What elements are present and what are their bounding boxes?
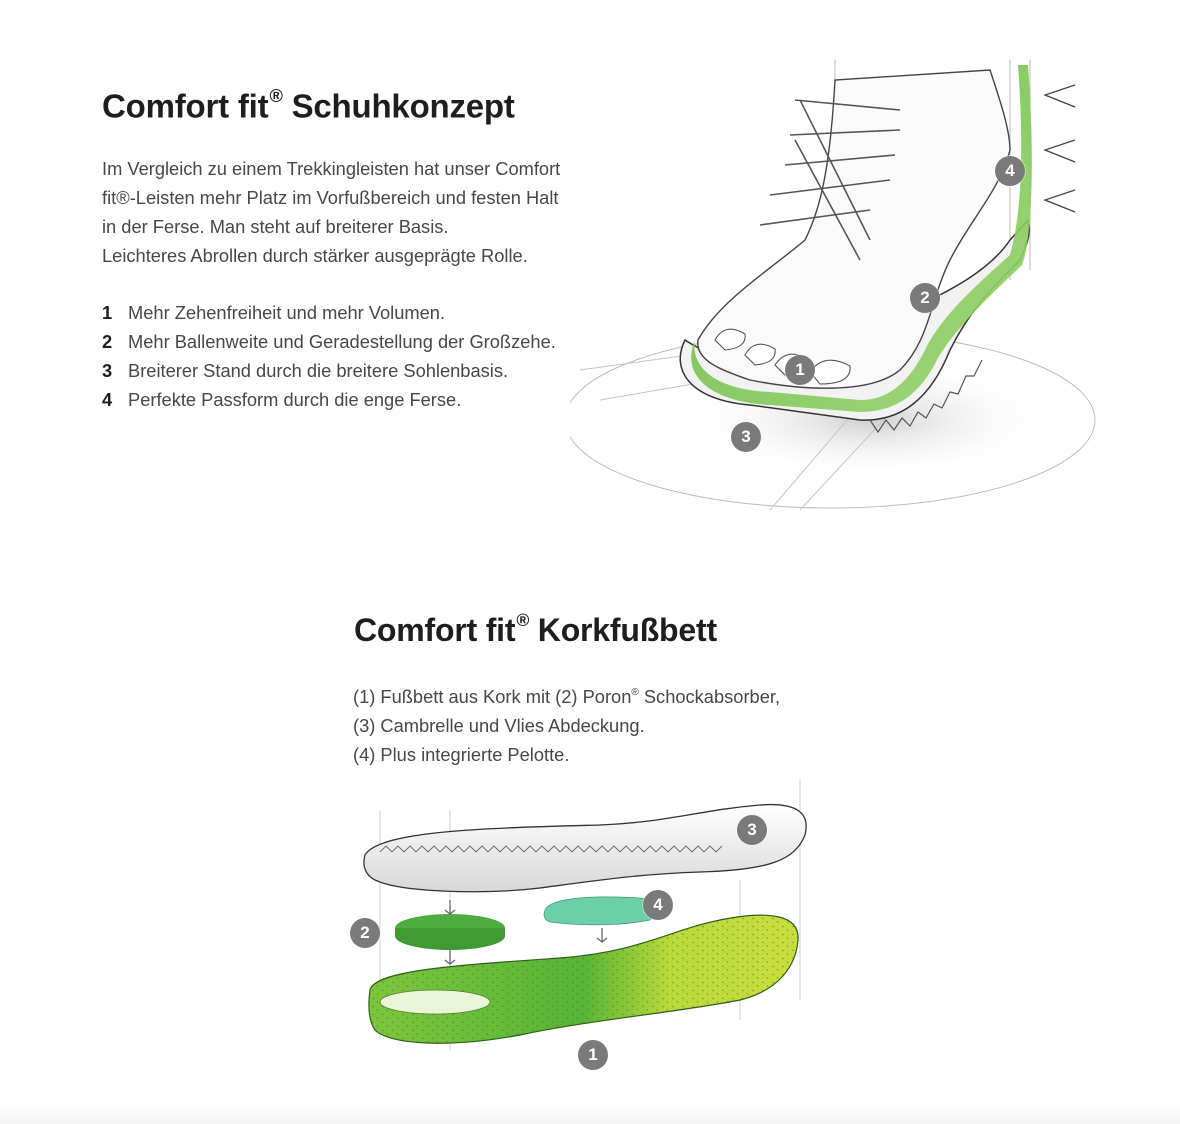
title-text-rest: Schuhkonzept	[282, 87, 515, 125]
feature-text: Perfekte Passform durch die enge Ferse.	[128, 389, 462, 410]
title-text: Comfort fit	[354, 611, 516, 648]
foot-sketch-icon	[570, 40, 1100, 520]
title-text: Comfort fit	[102, 87, 269, 125]
feature-text: Mehr Zehenfreiheit und mehr Volumen.	[128, 302, 446, 323]
component-text: (1) Fußbett aus Kork mit (2) Poron	[353, 686, 632, 708]
badge-4: 4	[995, 156, 1025, 186]
component-line: (4) Plus integrierte Pelotte.	[353, 744, 570, 766]
registered-mark: ®	[269, 86, 283, 106]
feature-number: 2	[102, 331, 113, 352]
component-line	[353, 678, 780, 711]
component-line: (3) Cambrelle und Vlies Abdeckung.	[353, 715, 645, 737]
badge-2: 2	[350, 918, 380, 948]
title-text-rest: Korkfußbett	[529, 611, 717, 648]
registered-mark: ®	[516, 610, 530, 630]
component-text: Schockabsorber,	[638, 686, 781, 708]
feature-text: Breiterer Stand durch die breitere Sohlenbasis.	[128, 360, 509, 381]
badge-3: 3	[731, 422, 761, 452]
intro-line: fit®-Leisten mehr Platz im Vorfußbereich und festen Halt	[102, 187, 559, 208]
feature-item	[102, 385, 556, 414]
feature-number: 1	[102, 302, 113, 323]
section-title-korkfussbett	[354, 610, 717, 649]
intro-line: Im Vergleich zu einem Trekkingleisten hat unser Comfort	[102, 158, 561, 179]
intro-line: Leichteres Abrollen durch stärker ausgeprägte Rolle.	[102, 245, 528, 266]
registered-mark: ®	[631, 687, 639, 698]
intro-paragraph	[102, 154, 642, 270]
insole-sketch-icon	[340, 780, 860, 1080]
insole-illustration	[340, 780, 860, 1080]
badge-2: 2	[910, 283, 940, 313]
intro-line: in der Ferse. Man steht auf breiterer Basis.	[102, 216, 449, 237]
feature-list	[102, 298, 556, 414]
feature-item	[102, 356, 556, 385]
badge-1: 1	[578, 1040, 608, 1070]
badge-4: 4	[643, 890, 673, 920]
feature-text: Mehr Ballenweite und Geradestellung der Großzehe.	[128, 331, 556, 352]
shoe-illustration	[570, 40, 1100, 520]
feature-number: 4	[102, 389, 113, 410]
feature-item	[102, 327, 556, 356]
feature-item	[102, 298, 556, 327]
section-title-schuhkonzept	[102, 86, 515, 125]
badge-3: 3	[737, 815, 767, 845]
component-list	[353, 678, 780, 769]
badge-1: 1	[785, 355, 815, 385]
bottom-edge	[0, 1102, 1180, 1124]
feature-number: 3	[102, 360, 113, 381]
